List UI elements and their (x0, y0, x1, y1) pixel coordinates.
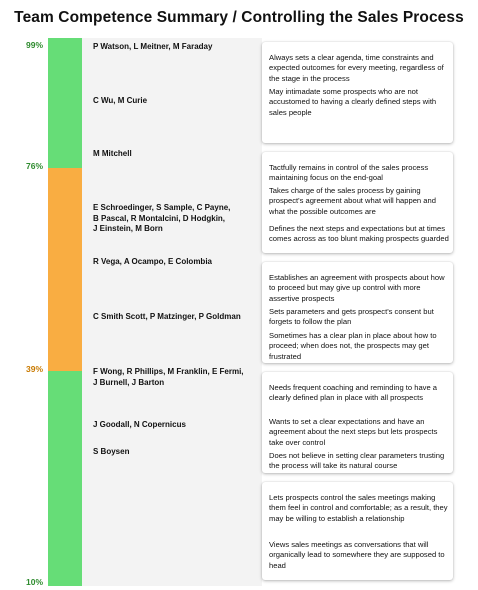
description-text: Needs frequent coaching and reminding to have a clearly defined plan in place with all prospects (269, 383, 438, 403)
competence-bar-green-bottom (48, 371, 82, 586)
team-label: M Mitchell (93, 149, 132, 158)
scale-label-upper-mid: 76% (26, 161, 44, 171)
description-text: Sets parameters and gets prospect's consent but forgets to follow the plan (269, 307, 434, 327)
team-label: J Goodall, N Copernicus (93, 420, 186, 429)
description-text: Lets prospects control the sales meetings making them feel in control and comfortable; as a result, they may be willing to establish a relationship (269, 493, 448, 523)
description-text: Views sales meetings as conversations that will organically lead to somewhere they are supposed to head (269, 540, 445, 570)
description-text: May intimadate some prospects who are not accustomed to having a clearly defined steps with sales people (269, 87, 437, 117)
description-text: Defines the next steps and expectations but at times comes across as too blunt making prospects guarded (269, 224, 449, 244)
team-label: F Wong, R Phillips, M Franklin, E Fermi, J Burnell, J Barton (93, 367, 244, 387)
description-text: Establishes an agreement with prospects about how to proceed but may give up control with more assertive prospects (269, 273, 445, 303)
description-text: Tactfully remains in control of the sales process maintaining focus on the end-goal (269, 163, 429, 183)
competence-bar-orange (48, 168, 82, 371)
page-title: Team Competence Summary / Controlling the Sales Process (14, 9, 464, 26)
team-label: R Vega, A Ocampo, E Colombia (93, 257, 212, 266)
competence-bar-green-top (48, 38, 82, 168)
scale-label-top: 99% (26, 40, 44, 50)
description-text: Sometimes has a clear plan in place about how to proceed; when does not, the prospects may get frustrated (269, 331, 437, 361)
team-label: S Boysen (93, 447, 130, 456)
team-label: P Watson, L Meitner, M Faraday (93, 42, 213, 51)
scale-label-bottom: 10% (26, 577, 44, 587)
scale-label-lower-mid: 39% (26, 364, 44, 374)
description-text: Does not believe in setting clear parameters trusting the process will take its natural course (269, 451, 445, 471)
team-label: C Wu, M Curie (93, 96, 148, 105)
description-text: Always sets a clear agenda, time constraints and expected outcomes for every meeting, regardless of the stage in the process (269, 53, 444, 83)
description-text: Wants to set a clear expectations and have an agreement about the next steps but lets prospects take over control (269, 417, 438, 447)
team-label: C Smith Scott, P Matzinger, P Goldman (93, 312, 241, 321)
description-text: Takes charge of the sales process by gaining prospect's agreement about what will happen and what the possible outcomes are (269, 186, 436, 216)
team-label: E Schroedinger, S Sample, C Payne, B Pascal, R Montalcini, D Hodgkin, J Einstein, M Born (93, 203, 231, 234)
